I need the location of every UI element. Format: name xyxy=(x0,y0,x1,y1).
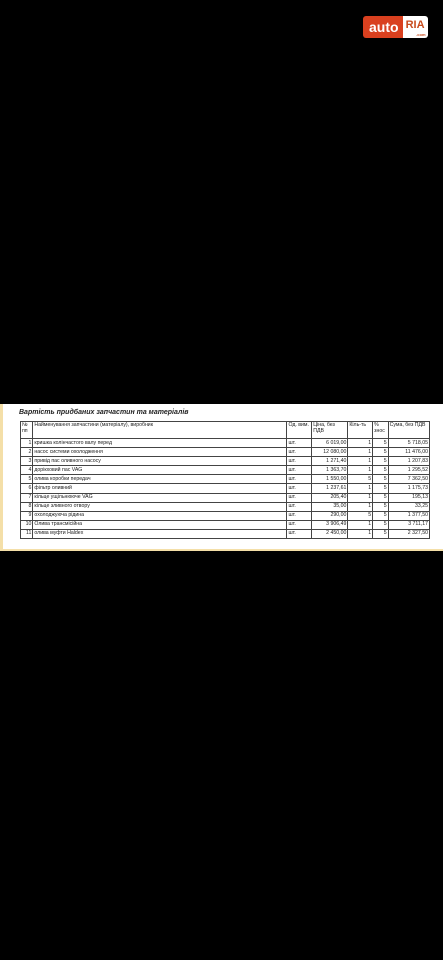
cell-sum: 195,13 xyxy=(388,493,429,502)
cell-qty: 1 xyxy=(348,502,373,511)
header-unit: Од. вим. xyxy=(287,422,312,439)
cell-qty: 1 xyxy=(348,520,373,529)
cell-pct: 5 xyxy=(373,484,388,493)
cell-sum: 5 718,05 xyxy=(388,439,429,448)
cell-name: кільце зливного отвору xyxy=(33,502,287,511)
header-no: № пп xyxy=(21,422,33,439)
cell-pct: 5 xyxy=(373,502,388,511)
cell-name: Олива трансмісійна xyxy=(33,520,287,529)
table-row xyxy=(21,466,430,475)
parts-table xyxy=(20,421,430,539)
cell-no: 6 xyxy=(21,484,33,493)
autoria-logo xyxy=(363,14,437,40)
cell-name: насос системи охолодження xyxy=(33,448,287,457)
cell-qty: 1 xyxy=(348,439,373,448)
cell-name: олива коробки передач xyxy=(33,475,287,484)
cell-sum: 1 175,73 xyxy=(388,484,429,493)
cell-unit: шт. xyxy=(287,466,312,475)
cell-pct: 5 xyxy=(373,475,388,484)
cell-name: кришка колінчастого валу перед xyxy=(33,439,287,448)
table-row xyxy=(21,511,430,520)
cell-qty: 1 xyxy=(348,466,373,475)
table-row xyxy=(21,448,430,457)
logo-auto-text: auto xyxy=(363,16,403,38)
cell-price: 2 450,00 xyxy=(312,529,348,538)
cell-price: 12 080,00 xyxy=(312,448,348,457)
table-row xyxy=(21,529,430,538)
cell-unit: шт. xyxy=(287,457,312,466)
document-image xyxy=(0,404,443,551)
header-price: Ціна, без ПДВ xyxy=(312,422,348,439)
cell-qty: 1 xyxy=(348,493,373,502)
cell-no: 9 xyxy=(21,511,33,520)
cell-no: 4 xyxy=(21,466,33,475)
table-row xyxy=(21,520,430,529)
cell-sum: 3 711,17 xyxy=(388,520,429,529)
cell-no: 3 xyxy=(21,457,33,466)
cell-pct: 5 xyxy=(373,439,388,448)
cell-qty: 1 xyxy=(348,529,373,538)
cell-pct: 5 xyxy=(373,457,388,466)
cell-price: 35,00 xyxy=(312,502,348,511)
table-row xyxy=(21,475,430,484)
cell-sum: 1 377,50 xyxy=(388,511,429,520)
cell-name: кільце ущільнююче VAG xyxy=(33,493,287,502)
cell-price: 205,40 xyxy=(312,493,348,502)
cell-sum: 2 327,50 xyxy=(388,529,429,538)
cell-price: 6 019,00 xyxy=(312,439,348,448)
cell-qty: 1 xyxy=(348,457,373,466)
cell-unit: шт. xyxy=(287,511,312,520)
cell-pct: 5 xyxy=(373,520,388,529)
header-sum: Сума, без ПДВ xyxy=(388,422,429,439)
logo-ria-label: RIA xyxy=(405,19,425,31)
table-row xyxy=(21,502,430,511)
table-row xyxy=(21,439,430,448)
cell-no: 1 xyxy=(21,439,33,448)
cell-name: привід пас оливного насосу xyxy=(33,457,287,466)
table-header-row xyxy=(21,422,430,439)
cell-name: дорікховий пас VAG xyxy=(33,466,287,475)
cell-unit: шт. xyxy=(287,448,312,457)
document-title: Вартість придбаних запчастин та матеріалів xyxy=(19,409,189,416)
cell-sum: 33,25 xyxy=(388,502,429,511)
cell-no: 8 xyxy=(21,502,33,511)
cell-unit: шт. xyxy=(287,502,312,511)
cell-unit: шт. xyxy=(287,529,312,538)
cell-sum: 1 207,83 xyxy=(388,457,429,466)
cell-price: 290,00 xyxy=(312,511,348,520)
cell-qty: 1 xyxy=(348,484,373,493)
cell-no: 2 xyxy=(21,448,33,457)
cell-no: 5 xyxy=(21,475,33,484)
cell-sum: 11 476,00 xyxy=(388,448,429,457)
cell-price: 1 271,40 xyxy=(312,457,348,466)
cell-unit: шт. xyxy=(287,493,312,502)
cell-no: 10 xyxy=(21,520,33,529)
cell-qty: 5 xyxy=(348,475,373,484)
cell-sum: 7 362,50 xyxy=(388,475,429,484)
cell-price: 3 906,49 xyxy=(312,520,348,529)
cell-unit: шт. xyxy=(287,520,312,529)
table-row xyxy=(21,484,430,493)
cell-sum: 1 295,52 xyxy=(388,466,429,475)
table-row xyxy=(21,457,430,466)
cell-no: 7 xyxy=(21,493,33,502)
header-pct: % знос xyxy=(373,422,388,439)
cell-price: 1 550,00 xyxy=(312,475,348,484)
cell-price: 1 237,61 xyxy=(312,484,348,493)
header-name: Найменування запчастини (матеріалу), виробник xyxy=(33,422,287,439)
cell-name: олива муфти Haldex xyxy=(33,529,287,538)
cell-name: охолоджуюча рідина xyxy=(33,511,287,520)
logo-ria-sub: .com xyxy=(416,32,426,37)
cell-unit: шт. xyxy=(287,439,312,448)
cell-pct: 5 xyxy=(373,529,388,538)
cell-qty: 1 xyxy=(348,448,373,457)
cell-pct: 5 xyxy=(373,466,388,475)
cell-unit: шт. xyxy=(287,484,312,493)
cell-pct: 5 xyxy=(373,511,388,520)
logo-ria-text xyxy=(403,16,428,38)
table-row xyxy=(21,493,430,502)
cell-no: 11 xyxy=(21,529,33,538)
cell-qty: 5 xyxy=(348,511,373,520)
cell-pct: 5 xyxy=(373,493,388,502)
cell-name: фільтр оливний xyxy=(33,484,287,493)
cell-pct: 5 xyxy=(373,448,388,457)
cell-unit: шт. xyxy=(287,475,312,484)
cell-price: 1 363,70 xyxy=(312,466,348,475)
header-qty: Кіль-ть xyxy=(348,422,373,439)
